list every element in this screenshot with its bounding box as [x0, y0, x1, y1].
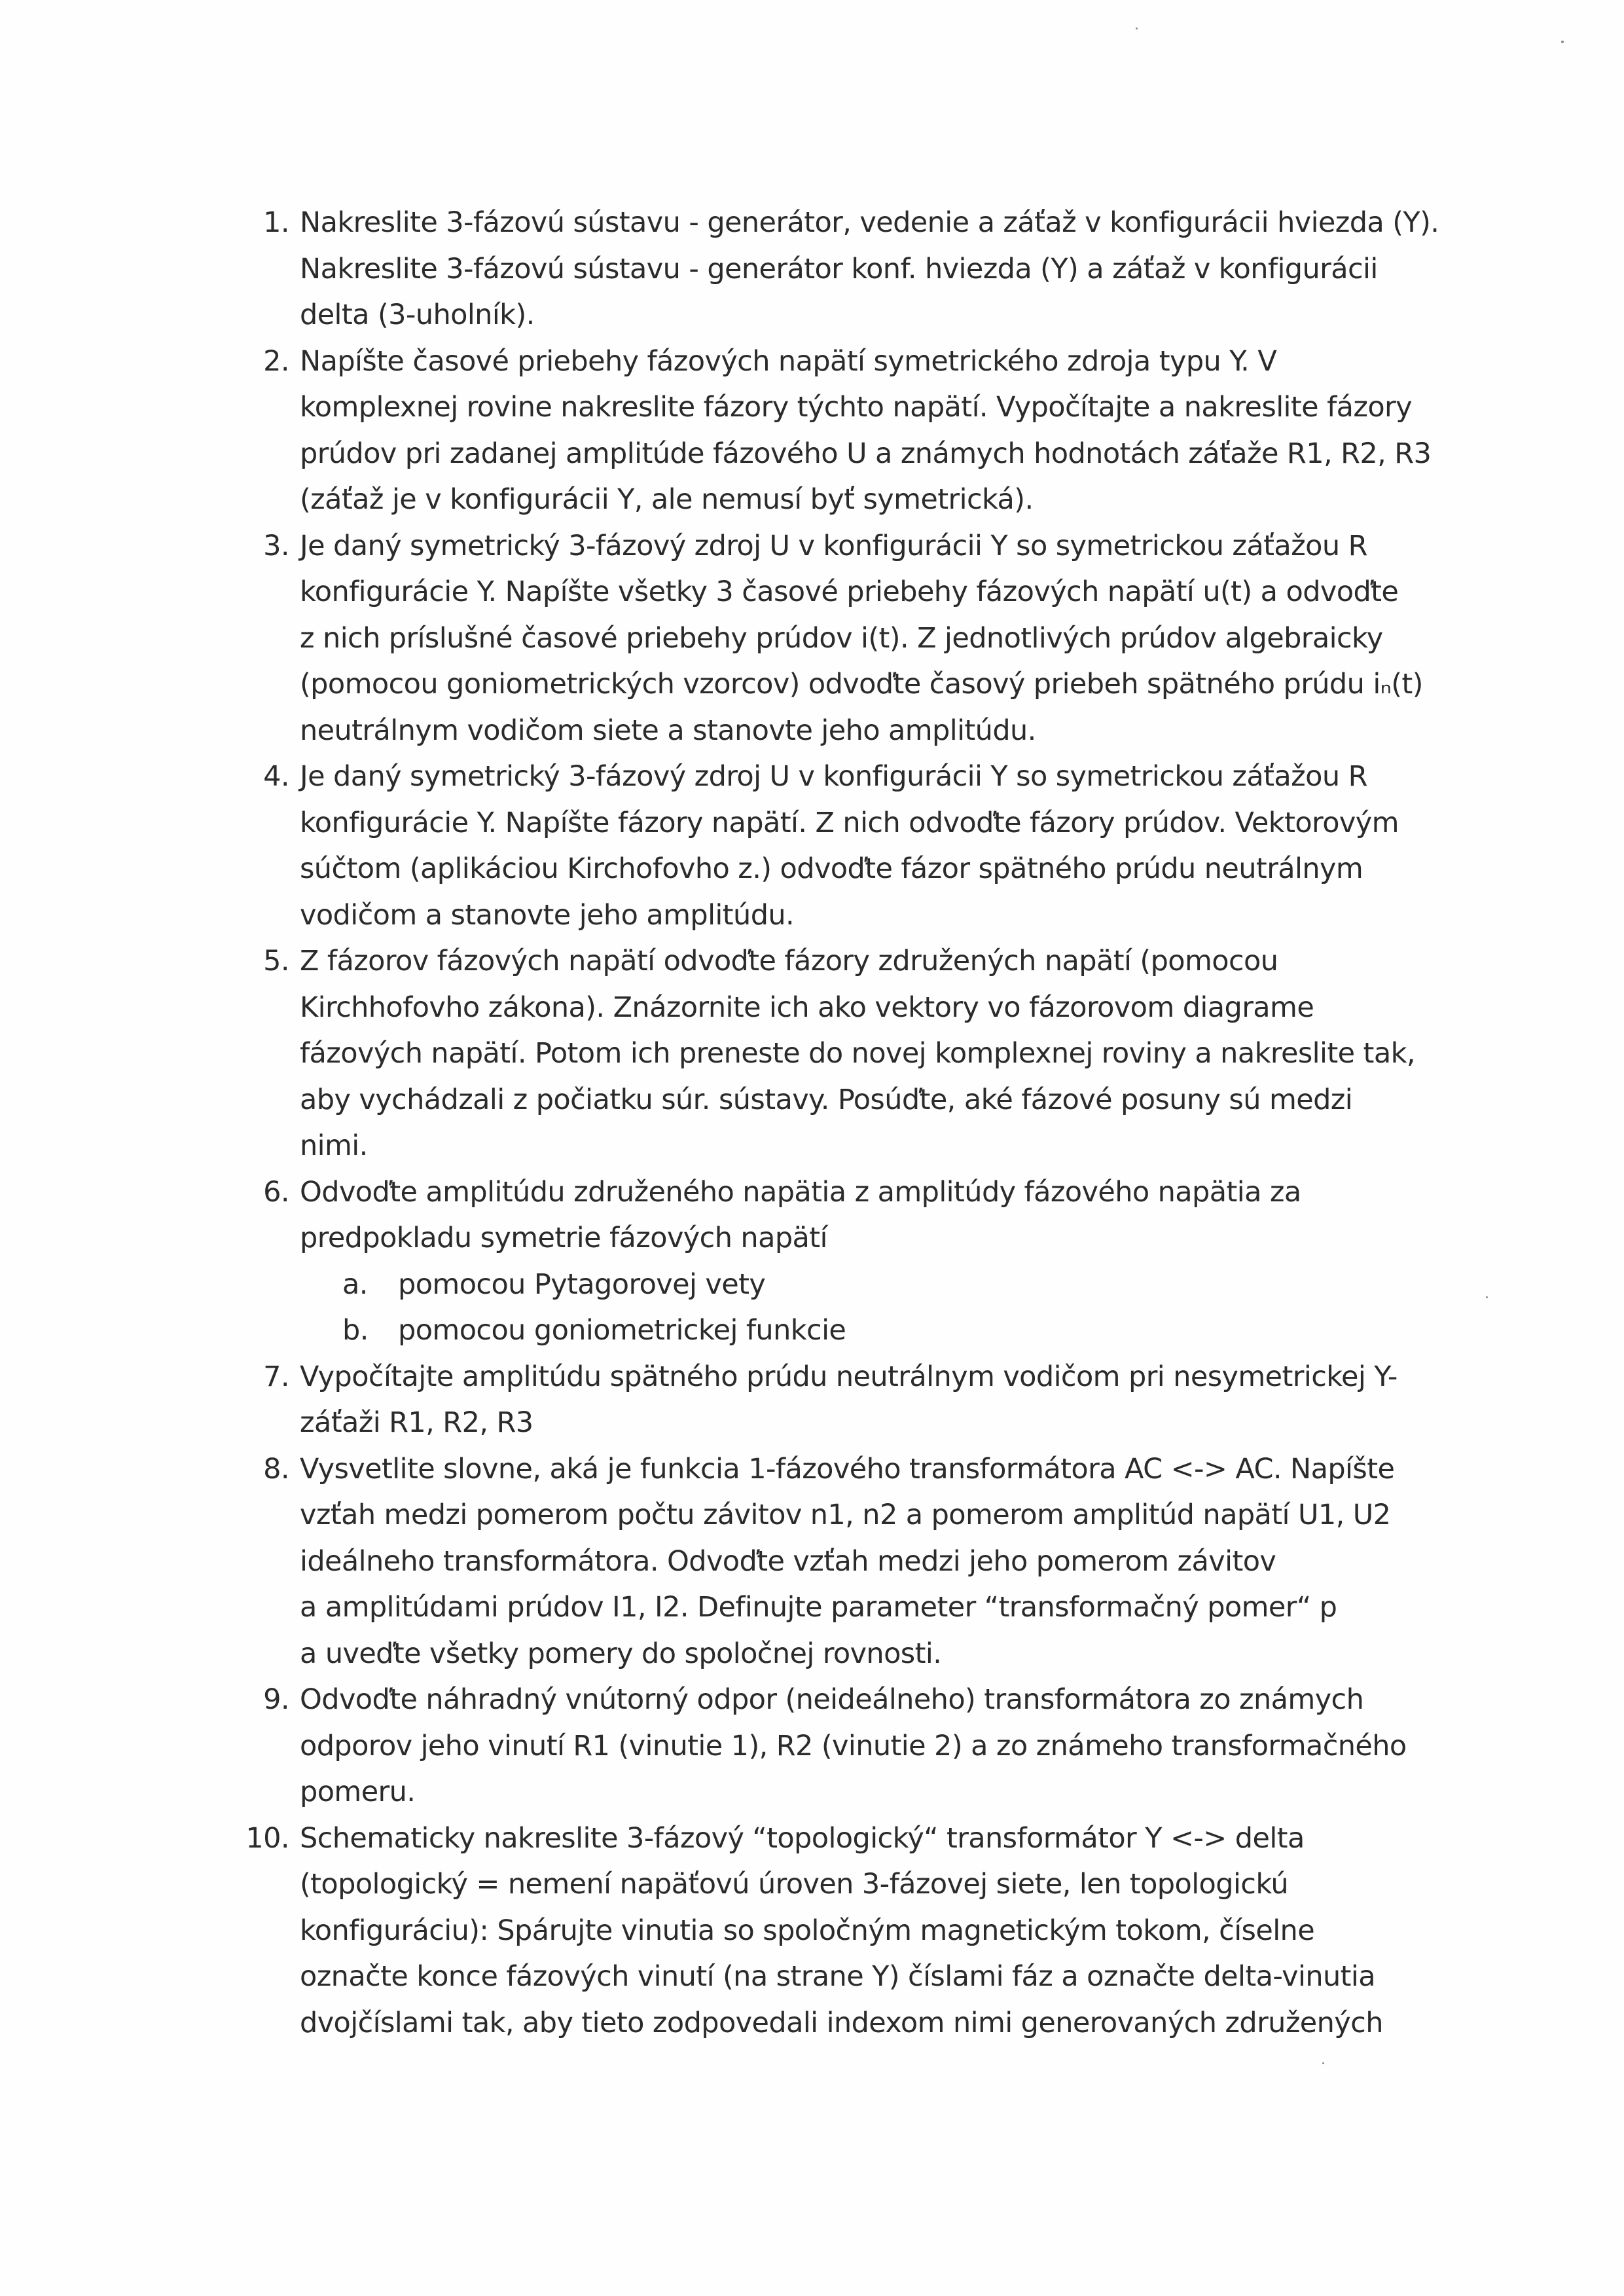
question-text: Odvoďte náhradný vnútorný odpor (neideálneho) transformátora zo známych odporov jeho vinutí R1 (vinutie 1), R2 (vinutie 2) a zo známeho transformačného pomeru. [300, 1683, 1407, 1808]
question-number: 4. [263, 760, 289, 793]
question-text: Nakreslite 3-fázovú sústavu - generátor, vedenie a záťaž v konfigurácii hviezda (Y). Nakreslite 3-fázovú sústavu - generátor konf. hviezda (Y) a záťaž v konfigurácii delta (3-uholník). [300, 206, 1439, 331]
question-number: 8. [263, 1452, 289, 1485]
question-list [0, 200, 1624, 2046]
question-text: Vysvetlite slovne, aká je funkcia 1-fázového transformátora AC <-> AC. Napíšte vzťah medzi pomerom počtu závitov n1, n2 a pomerom amplitúd napätí U1, U2 ideálneho transformátora. Odvoďte vzťah medzi jeho pomerom závitov a amplitúdami prúdov I1, I2. Definujte parameter “transformačný pomer“ p a uveďte všetky pomery do spoločnej rovnosti. [300, 1452, 1395, 1670]
question-item-4 [0, 754, 1624, 938]
sub-item-text: pomocou goniometrickej funkcie [398, 1314, 846, 1347]
scan-speck [1322, 2062, 1324, 2064]
question-number: 3. [263, 529, 289, 562]
question-text: Schematicky nakreslite 3-fázový “topologický“ transformátor Y <-> delta (topologický = nemení napäťovú úroven 3-fázovej siete, len topologickú konfiguráciu): Spárujte vinutia so spoločným magnetickým tokom, číselne označte konce fázových vinutí (na strane Y) číslami fáz a označte delta-vinutia dvojčíslami tak, aby tieto zodpovedali indexom nimi generovaných združených [300, 1821, 1383, 2039]
question-text: Napíšte časové priebehy fázových napätí symetrického zdroja typu Y. V komplexnej rovine nakreslite fázory týchto napätí. Vypočítajte a nakreslite fázory prúdov pri zadanej amplitúde fázového U a známych hodnotách záťaže R1, R2, R3 (záťaž je v konfigurácii Y, ale nemusí byť symetrická). [300, 344, 1432, 516]
scan-speck [1136, 27, 1138, 29]
question-item-6 [0, 1169, 1624, 1354]
question-number: 1. [263, 206, 289, 239]
question-number: 6. [263, 1175, 289, 1209]
question-number: 2. [263, 344, 289, 378]
sub-item-letter: a. [342, 1267, 368, 1301]
question-item-9 [0, 1677, 1624, 1815]
question-item-7 [0, 1354, 1624, 1446]
question-number: 9. [263, 1683, 289, 1716]
question-item-2 [0, 338, 1624, 523]
question-text: Odvoďte amplitúdu združeného napätia z amplitúdy fázového napätia za predpokladu symetrie fázových napätí [300, 1175, 1301, 1254]
question-text: Z fázorov fázových napätí odvoďte fázory združených napätí (pomocou Kirchhofovho zákona). Znázornite ich ako vektory vo fázorovom diagrame fázových napätí. Potom ich preneste do novej komplexnej roviny a nakreslite tak, aby vychádzali z počiatku súr. sústavy. Posúďte, aké fázové posuny sú medzi nimi. [300, 945, 1415, 1162]
question-item-3 [0, 523, 1624, 754]
scan-speck [1561, 41, 1564, 43]
question-item-10 [0, 1815, 1624, 2047]
question-text: Je daný symetrický 3-fázový zdroj U v konfigurácii Y so symetrickou záťažou R konfigurácie Y. Napíšte všetky 3 časové priebehy fázových napätí u(t) a odvoďte z nich príslušné časové priebehy prúdov i(t). Z jednotlivých prúdov algebraicky (pomocou goniometrických vzorcov) odvoďte časový priebeh spätného prúdu iₙ(t) neutrálnym vodičom siete a stanovte jeho amplitúdu. [300, 529, 1423, 747]
question-item-5 [0, 938, 1624, 1169]
question-item-8 [0, 1446, 1624, 1677]
sub-item-letter: b. [342, 1314, 369, 1347]
question-item-1 [0, 200, 1624, 338]
question-text: Je daný symetrický 3-fázový zdroj U v konfigurácii Y so symetrickou záťažou R konfigurácie Y. Napíšte fázory napätí. Z nich odvoďte fázory prúdov. Vektorovým súčtom (aplikáciou Kirchofovho z.) odvoďte fázor spätného prúdu neutrálnym vodičom a stanovte jeho amplitúdu. [300, 760, 1399, 932]
sub-item-b [300, 1307, 1441, 1354]
sub-item-text: pomocou Pytagorovej vety [398, 1267, 766, 1301]
scan-speck [1486, 1296, 1488, 1298]
question-number: 5. [263, 945, 289, 977]
question-number: 7. [263, 1360, 289, 1393]
sub-item-a [300, 1262, 1441, 1308]
question-number: 10. [245, 1821, 289, 1855]
question-text: Vypočítajte amplitúdu spätného prúdu neutrálnym vodičom pri nesymetrickej Y- záťaži R1, R2, R3 [300, 1360, 1398, 1439]
